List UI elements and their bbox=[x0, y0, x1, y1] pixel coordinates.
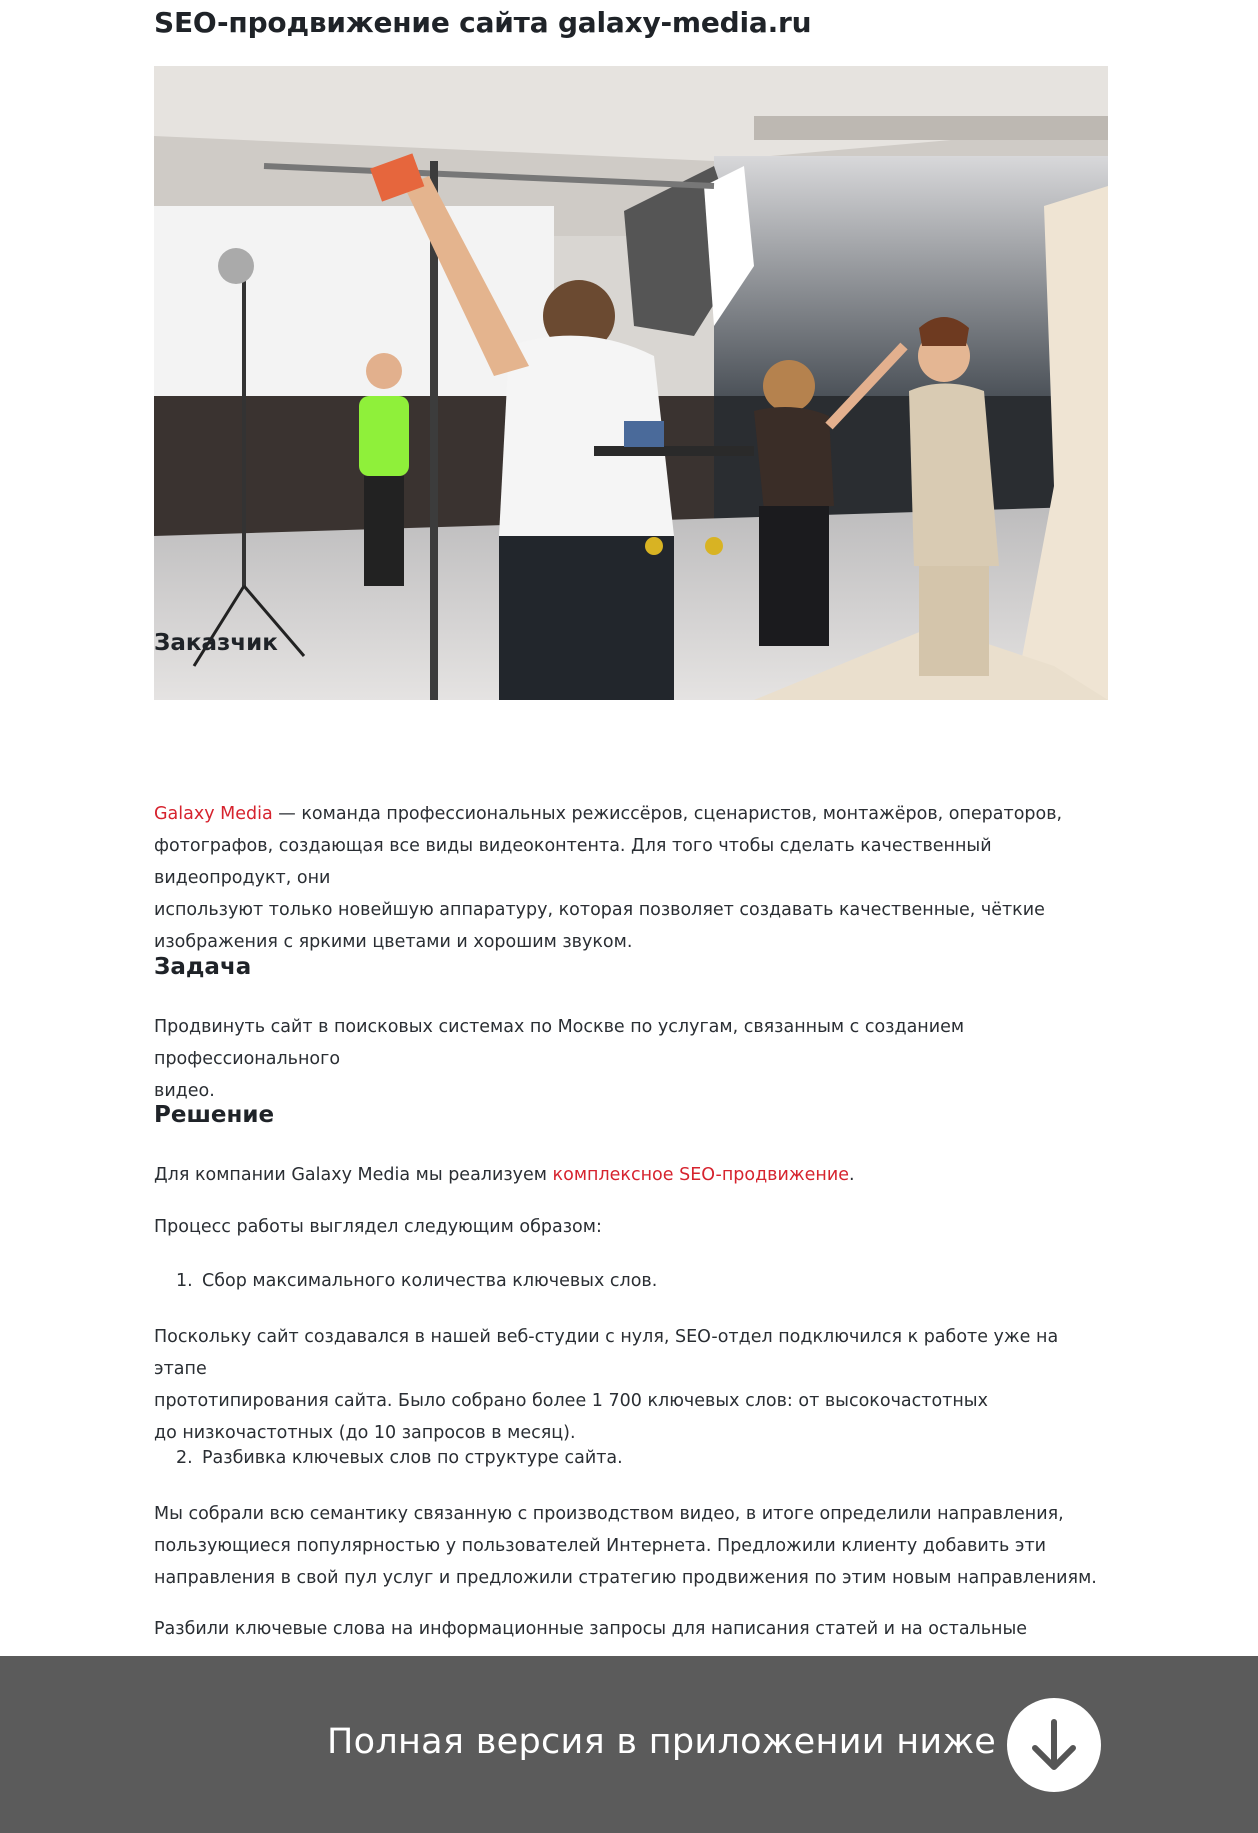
keywords-paragraph: Разбили ключевые слова на информационные запросы для написания статей и на остальные bbox=[154, 1619, 1028, 1639]
solution-intro-end: . bbox=[849, 1165, 855, 1185]
task-paragraph bbox=[154, 1011, 1108, 1107]
task-line-1: Продвинуть сайт в поисковых системах по Москве по услугам, связанным с созданием профессионального bbox=[154, 1017, 965, 1069]
list-number-1: 1. bbox=[176, 1271, 193, 1291]
client-line-4: изображения с яркими цветами и хорошим звуком. bbox=[154, 932, 633, 952]
step1-line-1: Поскольку сайт создавался в нашей веб-студии с нуля, SEO-отдел подключился к работе уже на этапе bbox=[154, 1327, 1059, 1379]
task-line-2: видео. bbox=[154, 1081, 215, 1101]
section-heading-task: Задача bbox=[154, 954, 252, 980]
step1-paragraph bbox=[154, 1321, 1108, 1449]
client-paragraph bbox=[154, 798, 1108, 958]
section-heading-client: Заказчик bbox=[154, 630, 278, 656]
step2-line-3: направления в свой пул услуг и предложили стратегию продвижения по этим новым направлениям. bbox=[154, 1568, 1097, 1588]
process-intro: Процесс работы выглядел следующим образом: bbox=[154, 1217, 602, 1237]
list-text-1: Сбор максимального количества ключевых слов. bbox=[202, 1271, 658, 1291]
client-line-3: используют только новейшую аппаратуру, которая позволяет создавать качественные, чёткие bbox=[154, 900, 1045, 920]
arrow-down-icon bbox=[1007, 1698, 1101, 1792]
list-text-2: Разбивка ключевых слов по структуре сайта. bbox=[202, 1448, 623, 1468]
client-link[interactable]: Galaxy Media bbox=[154, 804, 273, 824]
list-item-1 bbox=[176, 1265, 657, 1297]
client-line-1: — команда профессиональных режиссёров, сценаристов, монтажёров, операторов, bbox=[272, 804, 1063, 824]
step2-paragraph bbox=[154, 1498, 1108, 1594]
step1-line-2: прототипирования сайта. Было собрано более 1 700 ключевых слов: от высокочастотных bbox=[154, 1391, 988, 1411]
page-title: SEO-продвижение сайта galaxy-media.ru bbox=[154, 6, 812, 39]
section-heading-solution: Решение bbox=[154, 1102, 275, 1128]
hero-photo bbox=[154, 66, 1108, 700]
step2-line-2: пользующиеся популярностью у пользователей Интернета. Предложили клиенту добавить эти bbox=[154, 1536, 1047, 1556]
client-line-2: фотографов, создающая все виды видеоконтента. Для того чтобы сделать качественный видеопродукт, они bbox=[154, 836, 992, 888]
list-number-2: 2. bbox=[176, 1448, 193, 1468]
list-item-2 bbox=[176, 1442, 623, 1474]
step2-line-1: Мы собрали всю семантику связанную с производством видео, в итоге определили направления, bbox=[154, 1504, 1064, 1524]
complex-seo-link[interactable]: комплексное SEO-продвижение bbox=[552, 1165, 849, 1185]
banner-text: Полная версия в приложении ниже bbox=[327, 1722, 997, 1762]
solution-intro-text: Для компании Galaxy Media мы реализуем bbox=[154, 1165, 553, 1185]
app-download-banner bbox=[0, 1656, 1258, 1833]
solution-intro bbox=[154, 1159, 1108, 1191]
scroll-down-button[interactable] bbox=[1007, 1698, 1101, 1792]
photo-studio-image bbox=[154, 66, 1108, 700]
step1-line-3: до низкочастотных (до 10 запросов в месяц). bbox=[154, 1423, 576, 1443]
